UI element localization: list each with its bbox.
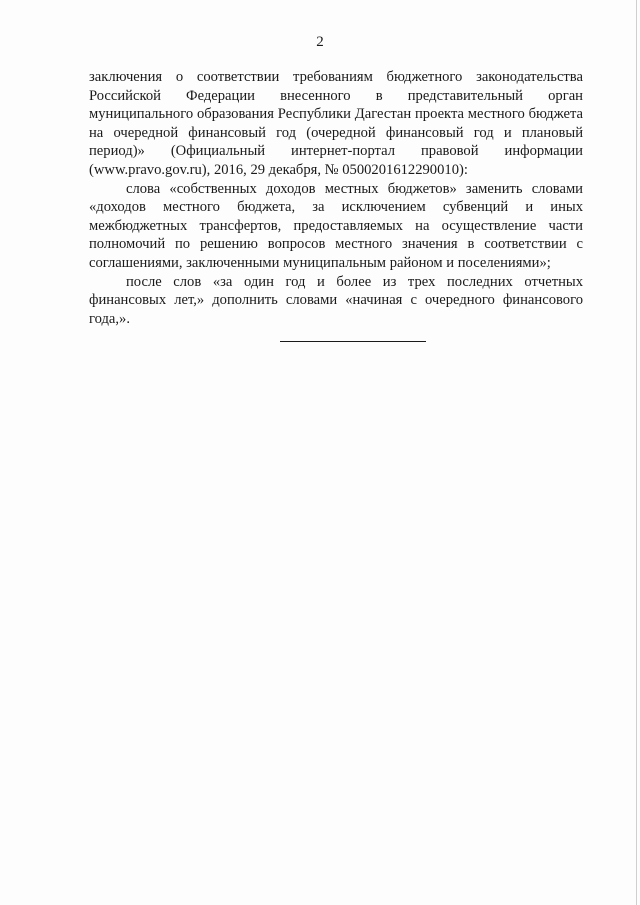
- paragraph-continuation: заключения о соответствии требованиям бюджетного законодательства Российской Федерации внесенного в представительный орган муниципального образования Республики Дагестан проекта местного бюджета на очередной финансовый год (очередной финансовый год и плановый период)» (Официальный интернет-портал правовой информации (www.pravo.gov.ru), 2016, 29 декабря, № 0500201612290010):: [89, 69, 583, 178]
- paragraph-replace-words: слова «собственных доходов местных бюджетов» заменить словами «доходов местного бюджета, за исключением субвенций и иных межбюджетных трансфертов, предоставляемых на осуществление части полномочий по решению вопросов местного значения в соответствии с соглашениями, заключенными муниципальным районом и поселениями»;: [89, 180, 583, 271]
- end-of-text-rule: [280, 341, 426, 342]
- scan-edge-line: [636, 0, 637, 905]
- document-body: [89, 68, 583, 328]
- paragraph-add-words: после слов «за один год и более из трех последних отчетных финансовых лет,» дополнить словами «начиная с очередного финансового года,».: [89, 273, 583, 327]
- page-number: 2: [316, 34, 324, 50]
